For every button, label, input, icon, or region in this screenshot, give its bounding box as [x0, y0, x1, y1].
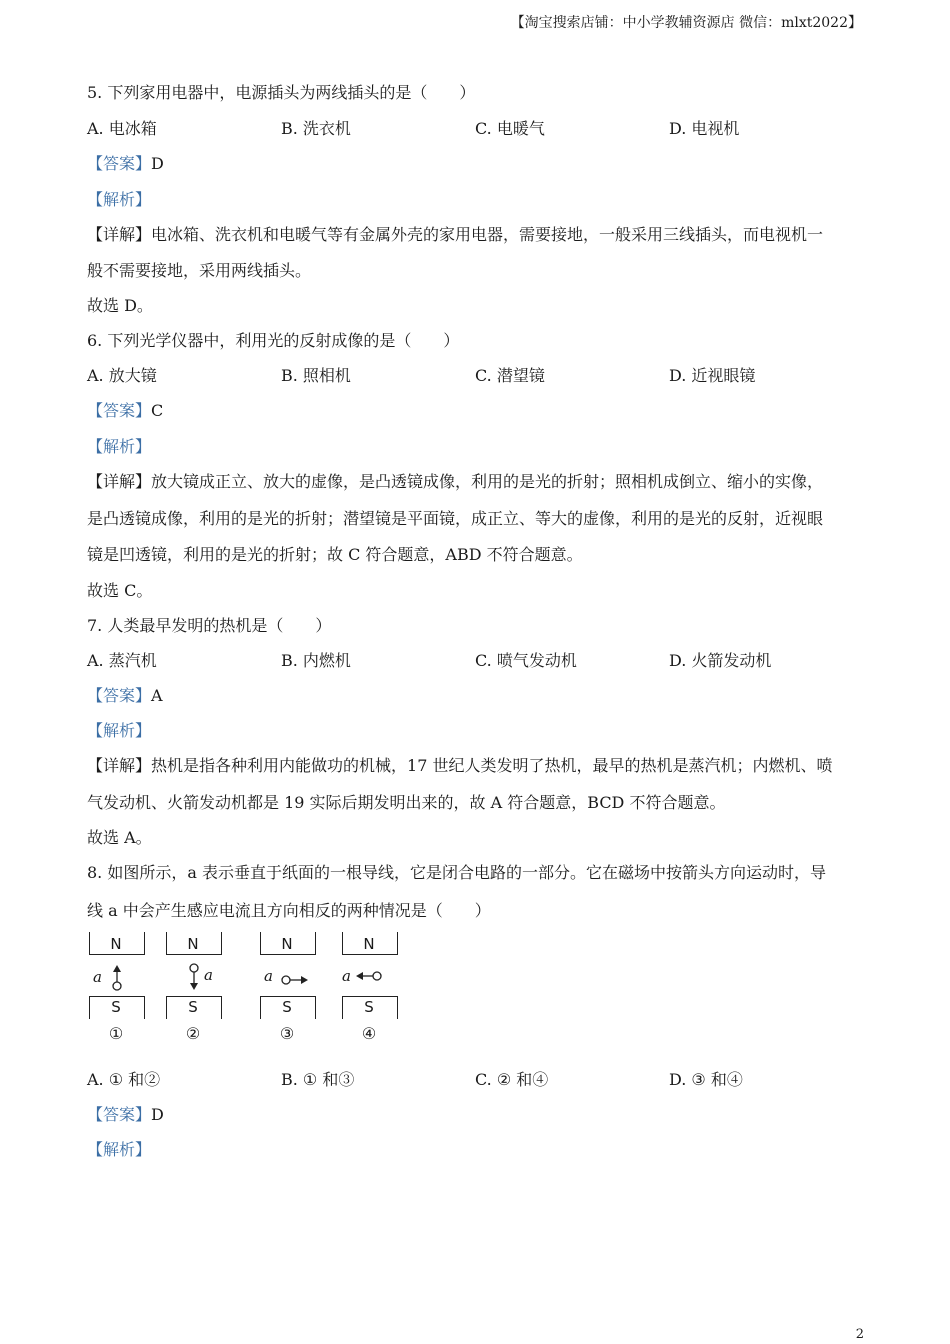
- analysis-tag: 【解析】: [87, 437, 152, 456]
- pole-s-label: S: [188, 998, 198, 1016]
- q7-option-a: A. 蒸汽机: [87, 651, 157, 670]
- q5-option-d: D. 电视机: [669, 119, 740, 138]
- pole-s-label: S: [364, 998, 374, 1016]
- pole-n-label: N: [363, 935, 375, 953]
- q7-option-c: C. 喷气发动机: [475, 651, 577, 670]
- panel-number: ④: [361, 1024, 377, 1043]
- answer-tag: 【答案】: [87, 401, 152, 420]
- q6-option-a: A. 放大镜: [87, 366, 157, 385]
- q5-detail-text-1: 电冰箱、洗衣机和电暖气等有金属外壳的家用电器，需要接地，一般采用三线插头，而电视机一: [151, 225, 824, 244]
- q6-analysis: [87, 434, 151, 457]
- q8-analysis: [87, 1137, 151, 1160]
- analysis-tag: 【解析】: [87, 721, 152, 740]
- wire-arrow-right-icon: [280, 972, 310, 988]
- magnet-panel-3: [260, 932, 320, 1047]
- panel-number: ①: [108, 1024, 124, 1043]
- analysis-tag: 【解析】: [87, 190, 152, 209]
- q8-option-a: A. ① 和②: [87, 1070, 161, 1089]
- page-header: 【淘宝搜索店铺：中小学教辅资源店 微信：mlxt2022】: [510, 15, 862, 31]
- q8-stem-1: 8. 如图所示，a 表示垂直于纸面的一根导线，它是闭合电路的一部分。它在磁场中按箭头方向运动时，导: [87, 863, 826, 882]
- wire-label: a: [93, 968, 102, 986]
- wire-label: a: [342, 967, 351, 985]
- detail-tag: 【详解】: [87, 225, 152, 244]
- pole-n-label: N: [187, 935, 199, 953]
- q8-option-d: D. ③ 和④: [669, 1070, 743, 1089]
- q6-detail-3: 镜是凹透镜，利用的是光的折射；故 C 符合题意，ABD 不符合题意。: [87, 545, 583, 564]
- magnet-panel-1: [89, 932, 149, 1047]
- q7-detail-text-1: 热机是指各种利用内能做功的机械，17 世纪人类发明了热机，最早的热机是蒸汽机；内燃机、喷: [151, 756, 833, 775]
- q7-detail-2: 气发动机、火箭发动机都是 19 实际后期发明出来的，故 A 符合题意，BCD 不符合题意。: [87, 793, 726, 812]
- q8-option-b: B. ① 和③: [281, 1070, 355, 1089]
- page-number: 2: [855, 1327, 864, 1342]
- q7-analysis: [87, 718, 151, 741]
- q7-detail-1: [87, 753, 832, 776]
- pole-n-label: N: [110, 935, 122, 953]
- q5-option-a: A. 电冰箱: [87, 119, 157, 138]
- q5-detail-2: 般不需要接地，采用两线插头。: [87, 261, 312, 280]
- answer-tag: 【答案】: [87, 154, 152, 173]
- q6-option-d: D. 近视眼镜: [669, 366, 756, 385]
- q7-conclusion: 故选 A。: [87, 828, 152, 847]
- q7-stem: 7. 人类最早发明的热机是（ ）: [87, 616, 332, 635]
- detail-tag: 【详解】: [87, 756, 152, 775]
- panel-number: ③: [279, 1024, 295, 1043]
- q5-answer: [87, 151, 164, 174]
- magnet-panel-2: [166, 932, 226, 1047]
- wire-label: a: [264, 967, 273, 985]
- q8-stem-2: 线 a 中会产生感应电流且方向相反的两种情况是（ ）: [87, 901, 491, 920]
- detail-tag: 【详解】: [87, 472, 152, 491]
- q6-option-b: B. 照相机: [281, 366, 351, 385]
- answer-tag: 【答案】: [87, 686, 152, 705]
- q6-detail-1: [87, 469, 823, 492]
- q6-conclusion: 故选 C。: [87, 581, 153, 600]
- q6-detail-2: 是凸透镜成像，利用的是光的折射；潜望镜是平面镜，成正立、等大的虚像，利用的是光的反射，近视眼: [87, 509, 824, 528]
- q6-answer-value: C: [151, 401, 164, 420]
- q5-conclusion: 故选 D。: [87, 296, 153, 315]
- q5-option-c: C. 电暖气: [475, 119, 545, 138]
- pole-s-label: S: [282, 998, 292, 1016]
- q5-option-b: B. 洗衣机: [281, 119, 351, 138]
- wire-arrow-up-icon: [107, 964, 127, 994]
- pole-s-label: S: [111, 998, 121, 1016]
- analysis-tag: 【解析】: [87, 1140, 152, 1159]
- magnet-panel-4: [342, 932, 402, 1047]
- q8-answer-value: D: [151, 1105, 164, 1124]
- q5-stem: 5. 下列家用电器中，电源插头为两线插头的是（ ）: [87, 83, 476, 102]
- q6-option-c: C. 潜望镜: [475, 366, 545, 385]
- panel-number: ②: [185, 1024, 201, 1043]
- q5-analysis: [87, 187, 151, 210]
- q5-detail-1: [87, 222, 823, 245]
- q5-answer-value: D: [151, 154, 164, 173]
- q8-answer: [87, 1102, 164, 1125]
- q6-answer: [87, 398, 163, 421]
- q7-option-b: B. 内燃机: [281, 651, 351, 670]
- wire-arrow-left-icon: [354, 968, 384, 984]
- pole-n-label: N: [281, 935, 293, 953]
- q6-detail-text-1: 放大镜成正立、放大的虚像，是凸透镜成像，利用的是光的折射；照相机成倒立、缩小的实像，: [151, 472, 824, 491]
- wire-arrow-down-icon: [184, 962, 204, 992]
- q7-answer-value: A: [151, 686, 163, 705]
- wire-label: a: [204, 966, 213, 984]
- answer-tag: 【答案】: [87, 1105, 152, 1124]
- q8-option-c: C. ② 和④: [475, 1070, 549, 1089]
- q6-stem: 6. 下列光学仪器中，利用光的反射成像的是（ ）: [87, 331, 460, 350]
- q7-option-d: D. 火箭发动机: [669, 651, 772, 670]
- q7-answer: [87, 683, 163, 706]
